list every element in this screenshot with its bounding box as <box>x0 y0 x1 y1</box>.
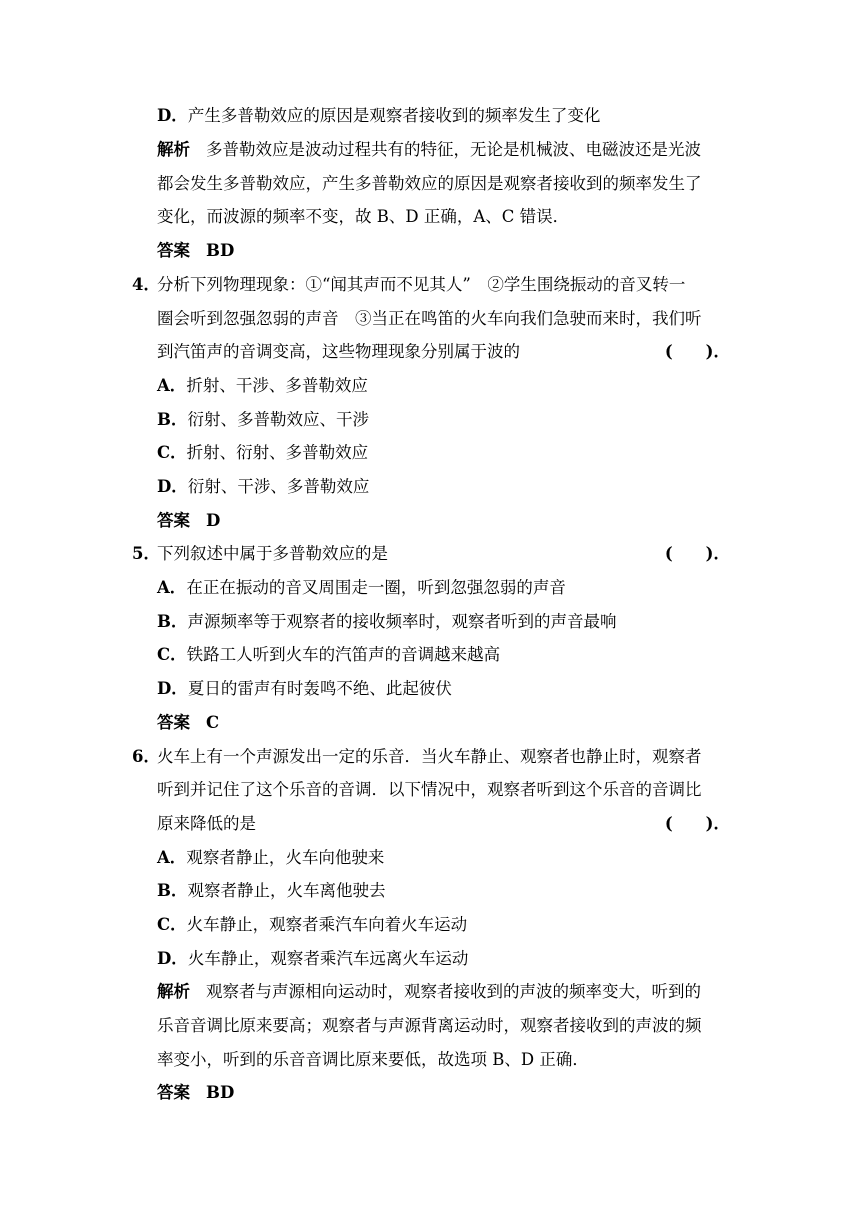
q6-stem-line-2: 听到并记住了这个乐音的音调．以下情况中，观察者听到这个乐音的音调比 <box>157 780 702 799</box>
answer-label: 答案 <box>157 241 190 260</box>
q6-stem-line-3 <box>157 813 730 835</box>
q4-answer <box>157 510 730 532</box>
option-text: 产生多普勒效应的原因是观察者接收到的频率发生了变化 <box>187 106 601 125</box>
q4-number: 4． <box>132 275 160 294</box>
q4-option-c <box>157 442 730 464</box>
analysis-text: 观察者与声源相向运动时，观察者接收到的声波的频率变大，听到的 <box>206 982 701 1001</box>
answer-blank: ( )． <box>664 342 730 361</box>
analysis-label: 解析 <box>157 140 190 159</box>
q3-analysis-line-3: 变化，而波源的频率不变，故 B、D 正确，A、C 错误． <box>157 207 570 226</box>
option-text: 声源频率等于观察者的接收频率时，观察者听到的声音最响 <box>187 612 617 631</box>
q5-option-a <box>157 577 730 599</box>
answer-blank: ( )． <box>664 814 730 833</box>
answer-value: C <box>206 713 220 732</box>
option-text: 衍射、多普勒效应、干涉 <box>187 410 369 429</box>
analysis-text: 多普勒效应是波动过程共有的特征，无论是机械波、电磁波还是光波 <box>206 140 701 159</box>
option-text: 在正在振动的音叉周围走一圈，听到忽强忽弱的声音 <box>186 578 566 597</box>
answer-value: BD <box>206 241 235 260</box>
option-letter: D． <box>157 106 188 125</box>
q6-option-d <box>157 948 730 970</box>
answer-label: 答案 <box>157 1083 190 1102</box>
option-letter: A． <box>157 376 187 395</box>
answer-label: 答案 <box>157 511 190 530</box>
q5-number: 5． <box>132 544 160 563</box>
q5-stem-line-1 <box>157 543 730 565</box>
option-text: 折射、衍射、多普勒效应 <box>186 443 369 462</box>
q6-analysis-line-1 <box>157 981 730 1003</box>
option-letter: C． <box>157 915 187 934</box>
q4-option-b <box>157 409 730 431</box>
q4-option-a <box>157 375 730 397</box>
q5-answer <box>157 712 730 734</box>
answer-label: 答案 <box>157 713 190 732</box>
q6-number: 6． <box>132 747 160 766</box>
q6-option-c <box>157 914 730 936</box>
q3-answer <box>157 240 730 262</box>
option-letter: A． <box>157 848 187 867</box>
q3-option-d <box>157 105 730 127</box>
q3-analysis-line-1 <box>157 139 730 161</box>
option-letter: D． <box>157 679 188 698</box>
q6-analysis-line-2: 乐音音调比原来要高；观察者与声源背离运动时，观察者接收到的声波的频 <box>157 1016 702 1035</box>
q4-stem-line-3 <box>157 341 730 363</box>
answer-value: D <box>206 511 221 530</box>
q6-option-a <box>157 847 730 869</box>
q6-answer <box>157 1082 730 1104</box>
option-text: 火车静止，观察者乘汽车远离火车运动 <box>187 949 469 968</box>
answer-blank: ( )． <box>664 544 730 563</box>
stem-text: 到汽笛声的音调变高，这些物理现象分别属于波的 <box>157 342 520 361</box>
option-letter: A． <box>157 578 187 597</box>
option-text: 火车静止，观察者乘汽车向着火车运动 <box>186 915 468 934</box>
option-text: 夏日的雷声有时轰鸣不绝、此起彼伏 <box>187 679 452 698</box>
stem-text: 原来降低的是 <box>157 814 256 833</box>
q5-option-d <box>157 678 730 700</box>
option-letter: D． <box>157 949 188 968</box>
q6-analysis-line-3: 率变小，听到的乐音音调比原来要低，故选项 B、D 正确． <box>157 1050 589 1069</box>
q3-analysis-line-2: 都会发生多普勒效应，产生多普勒效应的原因是观察者接收到的频率发生了 <box>157 174 702 193</box>
stem-text: 下列叙述中属于多普勒效应的是 <box>157 544 388 563</box>
q4-stem-line-2: 圈会听到忽强忽弱的声音 ③当正在鸣笛的火车向我们急驶而来时，我们听 <box>157 309 702 328</box>
q4-stem-line-1: 分析下列物理现象：①“闻其声而不见其人” ②学生围绕振动的音叉转一 <box>157 275 686 294</box>
option-letter: B． <box>157 410 188 429</box>
option-letter: B． <box>157 612 188 631</box>
option-text: 观察者静止，火车离他驶去 <box>187 881 386 900</box>
answer-value: BD <box>206 1083 235 1102</box>
q5-option-c <box>157 644 730 666</box>
option-text: 折射、干涉、多普勒效应 <box>186 376 368 395</box>
option-text: 铁路工人听到火车的汽笛声的音调越来越高 <box>186 645 501 664</box>
option-letter: C． <box>157 645 187 664</box>
q6-option-b <box>157 880 730 902</box>
analysis-label: 解析 <box>157 982 190 1001</box>
option-letter: D． <box>157 477 188 496</box>
option-letter: C． <box>157 443 187 462</box>
q5-option-b <box>157 611 730 633</box>
q4-option-d <box>157 476 730 498</box>
option-letter: B． <box>157 881 188 900</box>
option-text: 衍射、干涉、多普勒效应 <box>187 477 370 496</box>
q6-stem-line-1: 火车上有一个声源发出一定的乐音．当火车静止、观察者也静止时，观察者 <box>157 747 702 766</box>
option-text: 观察者静止，火车向他驶来 <box>186 848 385 867</box>
